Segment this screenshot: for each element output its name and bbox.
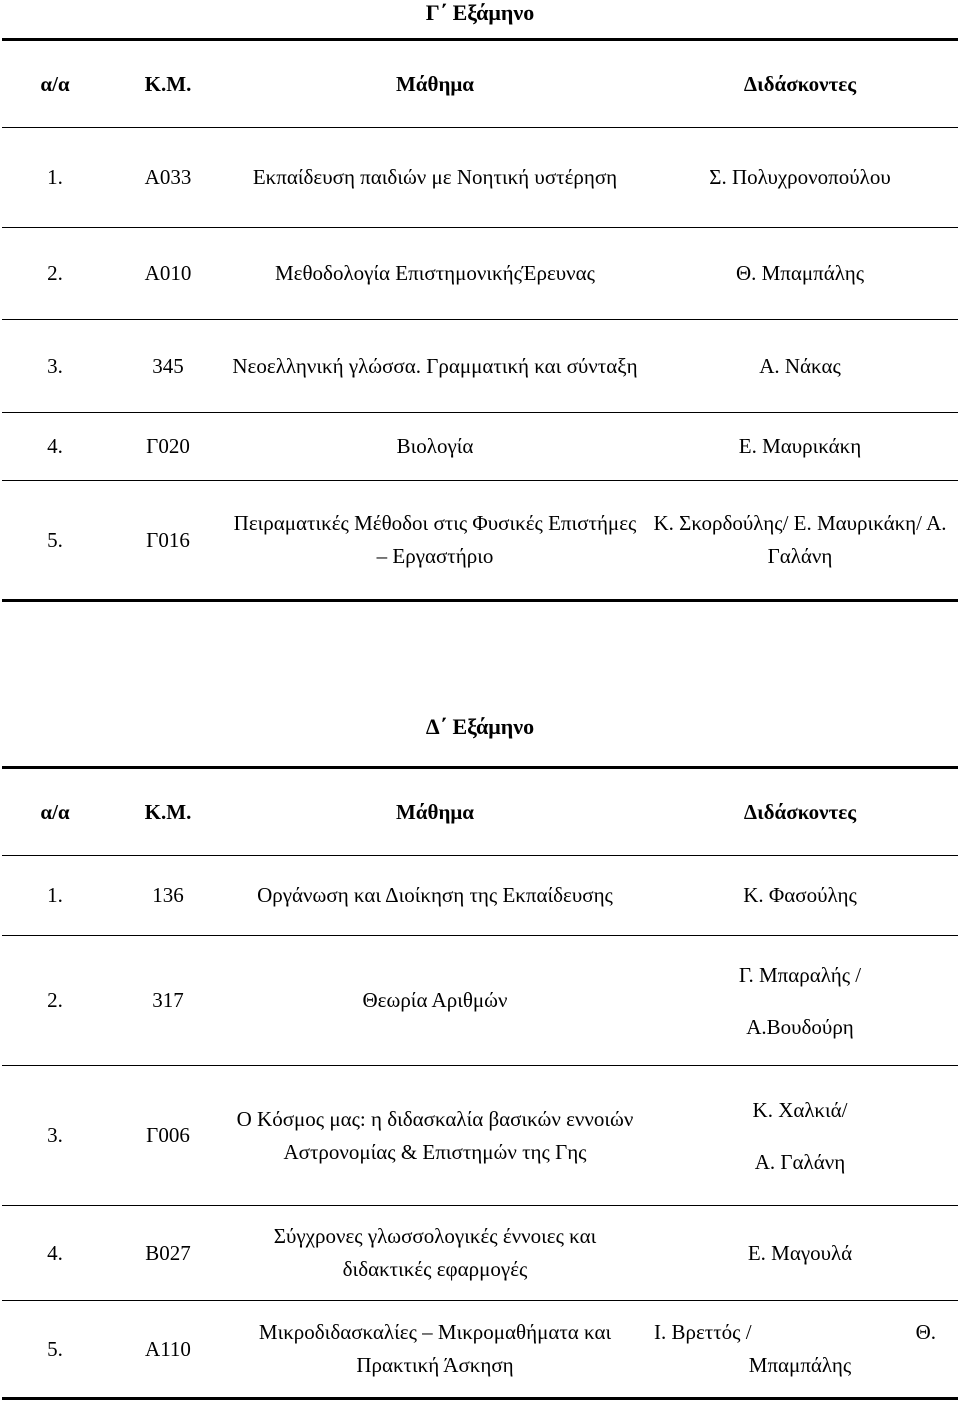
row-code: Α010 [108,228,228,320]
row-num: 4. [2,413,108,481]
semester-3-table [2,38,958,602]
row-code: Β027 [108,1206,228,1301]
row-teachers [642,936,958,1066]
teacher-line: Μπαμπάλης [748,1353,852,1377]
header-teachers: Διδάσκοντες [642,40,958,128]
row-num: 1. [2,856,108,936]
table-row [2,320,958,413]
row-num: 2. [2,936,108,1066]
table-header-row [2,768,958,856]
teacher-name-part: Θ. [915,1320,936,1344]
row-teachers: Θ. Μπαμπάλης [642,228,958,320]
header-num: α/α [2,40,108,128]
row-teachers: Κ. Φασούλης [642,856,958,936]
row-teachers [642,1066,958,1206]
table-row [2,413,958,481]
table-row [2,128,958,228]
teacher-line: Γ. Μπαραλής / [738,962,862,987]
row-teachers: Ε. Μαγουλά [642,1206,958,1301]
row-course: Οργάνωση και Διοίκηση της Εκπαίδευσης [228,856,642,936]
table-row [2,1301,958,1399]
row-code: 317 [108,936,228,1066]
header-course: Μάθημα [228,40,642,128]
row-course: Θεωρία Αριθμών [228,936,642,1066]
row-teachers: Κ. Σκορδούλης/ Ε. Μαυρικάκη/ Α. Γαλάνη [642,481,958,601]
row-code: Α033 [108,128,228,228]
row-course: Νεοελληνική γλώσσα. Γραμματική και σύνταξη [228,320,642,413]
row-course: Ο Κόσμος μας: η διδασκαλία βασικών εννοιών Αστρονομίας & Επιστημών της Γης [228,1066,642,1206]
table-row [2,936,958,1066]
semester-4-title: Δ΄ Εξάμηνο [425,714,535,739]
header-teachers: Διδάσκοντες [642,768,958,856]
row-num: 3. [2,1066,108,1206]
table-row [2,856,958,936]
teacher-line: Α.Βουδούρη [746,1014,854,1039]
table-row [2,481,958,601]
table-header-row [2,40,958,128]
semester-3-title: Γ΄ Εξάμηνο [425,0,535,25]
teacher-line: Α. Γαλάνη [754,1149,846,1174]
row-num: 2. [2,228,108,320]
header-num: α/α [2,768,108,856]
row-course: Σύγχρονες γλωσσολογικές έννοιες και διδακτικές εφαρμογές [228,1206,642,1301]
teacher-line [646,1316,954,1349]
row-code: Α110 [108,1301,228,1399]
teacher-line: Κ. Χαλκιά/ [752,1097,848,1122]
teacher-name-part: Ι. Βρεττός / [654,1320,752,1344]
header-course: Μάθημα [228,768,642,856]
table-row [2,228,958,320]
row-teachers [642,1301,958,1399]
row-course: Μεθοδολογία ΕπιστημονικήςΈρευνας [228,228,642,320]
row-teachers: Α. Νάκας [642,320,958,413]
row-num: 5. [2,481,108,601]
row-code: Γ020 [108,413,228,481]
row-code: 136 [108,856,228,936]
row-course: Βιολογία [228,413,642,481]
row-code: Γ006 [108,1066,228,1206]
row-num: 5. [2,1301,108,1399]
row-num: 1. [2,128,108,228]
row-course: Εκπαίδευση παιδιών με Νοητική υστέρηση [228,128,642,228]
row-num: 3. [2,320,108,413]
row-code: 345 [108,320,228,413]
row-num: 4. [2,1206,108,1301]
row-teachers: Ε. Μαυρικάκη [642,413,958,481]
semester-4-table [2,766,958,1400]
table-row [2,1206,958,1301]
row-teachers: Σ. Πολυχρονοπούλου [642,128,958,228]
header-code: Κ.Μ. [108,40,228,128]
row-code: Γ016 [108,481,228,601]
row-course: Πειραματικές Μέθοδοι στις Φυσικές Επιστήμες – Εργαστήριο [228,481,642,601]
row-course: Μικροδιδασκαλίες – Μικρομαθήματα και Πρακτική Άσκηση [228,1301,642,1399]
table-row [2,1066,958,1206]
header-code: Κ.Μ. [108,768,228,856]
